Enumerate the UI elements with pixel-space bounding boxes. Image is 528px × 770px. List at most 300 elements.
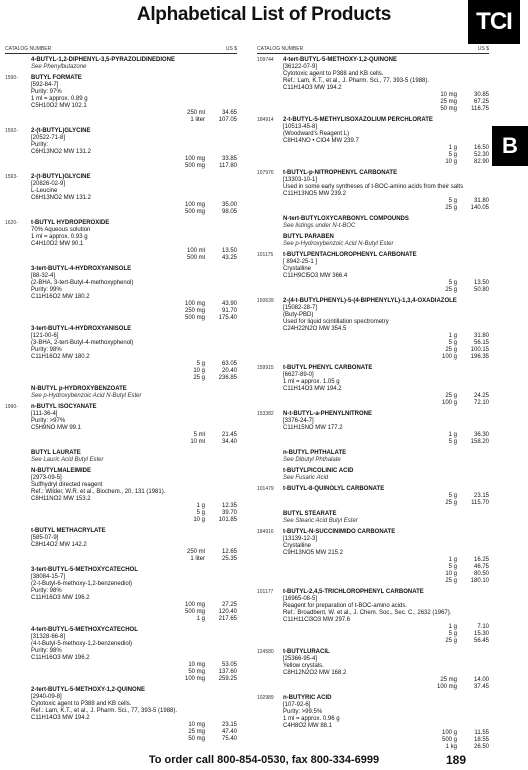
product-name: t-BUTYL METHACRYLATE: [31, 528, 106, 534]
order-footer: To order call 800-854-0530, fax 800-334-6999: [148, 754, 380, 766]
entry-body: [283, 57, 489, 113]
entry-body: [283, 411, 489, 446]
product-detail: Purity: 97%: [31, 89, 62, 95]
price: 34.40: [221, 439, 237, 445]
price-row: [31, 517, 237, 524]
catalog-number: [5, 627, 31, 683]
brand-logo: TCI: [468, 0, 520, 44]
catalog-number: [5, 266, 31, 322]
cross-reference: See p-Hydroxybenzoic Acid N-Butyl Ester: [31, 393, 142, 399]
catalog-entry: [257, 511, 489, 525]
catalog-entry: [257, 117, 489, 166]
product-detail: C11H14O3 MW 194.2: [283, 386, 342, 392]
entry-body: [283, 486, 489, 507]
product-detail: Purity: 98%: [31, 588, 62, 594]
product-name: t-BUTYL-2,4,5-TRICHLOROPHENYL CARBONATE: [283, 589, 424, 595]
price-row: [31, 432, 237, 439]
package-size: 25 g: [445, 287, 457, 293]
product-detail: Purity: >97%: [31, 418, 66, 424]
entry-body: [31, 450, 237, 464]
price-row: [31, 156, 237, 163]
price-row: [283, 287, 489, 294]
product-detail: C9H13NO5 MW 215.2: [283, 550, 344, 556]
catalog-entry: [5, 386, 237, 400]
left-column: [5, 46, 237, 747]
price: 11.55: [474, 730, 489, 736]
price: 175.40: [218, 315, 237, 321]
price: 27.25: [221, 602, 237, 608]
price-row: [283, 347, 489, 354]
price: 259.25: [218, 676, 237, 682]
package-size: 50 mg: [188, 736, 205, 742]
price-row: [31, 736, 237, 743]
catalog-entry: [5, 128, 237, 170]
price-row: [283, 624, 489, 631]
catalog-number: [5, 687, 31, 743]
product-detail: C8H14NO • ClO4 MW 239.7: [283, 138, 359, 144]
product-detail: C8H12N2O2 MW 168.2: [283, 670, 347, 676]
product-detail: [25366-95-4]: [283, 656, 318, 662]
price-row: [283, 99, 489, 106]
price-row: [283, 439, 489, 446]
product-name: 2-(4-t-BUTYLPHENYL)-5-(4-BIPHENYLYL)-1,3,4-OXADIAZOLE: [283, 298, 457, 304]
cross-reference: See listings under N-t-BOC: [283, 223, 356, 229]
product-detail: C11H9Cl5O3 MW 366.4: [283, 273, 348, 279]
price: 31.80: [473, 333, 489, 339]
entry-body: [31, 174, 237, 216]
package-size: 100 mg: [184, 602, 205, 608]
product-name: t-BUTYL-8-QUINOLYL CARBONATE: [283, 486, 385, 492]
package-size: 25 g: [193, 375, 205, 381]
price: 39.70: [221, 510, 237, 516]
entry-body: [31, 567, 237, 623]
package-size: 1 g: [448, 333, 457, 339]
catalog-entry: [5, 627, 237, 683]
price-row: [31, 669, 237, 676]
price-row: [283, 677, 489, 684]
package-size: 500 g: [441, 737, 457, 743]
product-detail: (4-t-Butyl-5-methoxy-1,2-benzenediol): [31, 641, 133, 647]
price-row: [31, 255, 237, 262]
package-size: 10 ml: [190, 439, 205, 445]
price-row: [283, 638, 489, 645]
price: 101.85: [218, 517, 237, 523]
price: 236.85: [218, 375, 237, 381]
package-size: 5 g: [448, 493, 457, 499]
package-size: 5 g: [448, 340, 457, 346]
catalog-entry: [5, 57, 237, 71]
price: 21.45: [221, 432, 237, 438]
price-row: [31, 556, 237, 563]
product-detail: C11H15NO MW 177.2: [283, 425, 343, 431]
catalog-entry: [257, 589, 489, 645]
catalog-entry: [5, 468, 237, 524]
product-name: N-BUTYLMALEIMIDE: [31, 468, 91, 474]
product-detail: C4H10O2 MW 90.1: [31, 241, 84, 247]
product-detail: C4H8O2 MW 88.1: [283, 723, 333, 729]
price: 24.25: [473, 393, 489, 399]
package-size: 25 g: [445, 205, 457, 211]
entry-body: [31, 128, 237, 170]
package-size: 5 g: [448, 152, 457, 158]
product-detail: Ref.: Wilder, W.R. et al., Biochem., 20, 131 (1981).: [31, 489, 166, 495]
product-name: BUTYL FORMATE: [31, 75, 82, 81]
catalog-number: 1590-: [5, 75, 18, 81]
entry-body: [283, 511, 489, 525]
entry-body: [283, 216, 489, 230]
entry-body: [283, 170, 489, 212]
package-size: 25 g: [445, 638, 457, 644]
entry-body: [31, 687, 237, 743]
price-row: [31, 361, 237, 368]
price: 16.50: [473, 145, 489, 151]
package-size: 100 g: [441, 354, 457, 360]
package-size: 1 kg: [445, 744, 457, 750]
package-size: 500 mg: [184, 163, 205, 169]
catalog-number: 124580: [257, 649, 274, 655]
price: 13.50: [473, 280, 489, 286]
product-name: N-t-BUTYL-a-PHENYLNITRONE: [283, 411, 372, 417]
product-detail: (2-BHA, 3-tert-Butyl-4-methoxyphenol): [31, 280, 134, 286]
package-size: 5 g: [448, 280, 457, 286]
package-size: 25 g: [445, 393, 457, 399]
product-detail: C11H16O2 MW 180.2: [31, 354, 90, 360]
product-detail: [20522-71-8]: [31, 135, 66, 141]
product-name: 2-tert-BUTYL-5-METHOXY-1,2-QUINONE: [31, 687, 146, 693]
product-detail: C11H16O2 MW 180.2: [31, 294, 90, 300]
price-row: [31, 549, 237, 556]
catalog-entry: [5, 450, 237, 464]
product-name: t-BUTYL-N-SUCCINIMIDO CARBONATE: [283, 529, 396, 535]
product-name: 3-tert-BUTYL-4-HYDROXYANISOLE: [31, 266, 132, 272]
catalog-entry: [5, 404, 237, 446]
entry-body: [31, 386, 237, 400]
package-size: 25 mg: [440, 677, 457, 683]
catalog-entry: [5, 220, 237, 262]
price: 50.80: [473, 287, 489, 293]
product-detail: [16965-08-5]: [283, 596, 318, 602]
price-row: [283, 737, 489, 744]
product-detail: C11H16O3 MW 196.2: [31, 655, 90, 661]
product-detail: Ref.: Lam, K.T., et al., J. Pharm. Sci., 77, 393-5 (1988).: [31, 708, 178, 714]
package-size: 5 g: [448, 198, 457, 204]
price-row: [283, 493, 489, 500]
product-name: t-BUTYL HYDROPEROXIDE: [31, 220, 110, 226]
product-detail: C8H11NO2 MW 153.2: [31, 496, 91, 502]
package-size: 500 mg: [184, 609, 205, 615]
catalog-number: [5, 468, 31, 524]
price-row: [31, 315, 237, 322]
price: 82.90: [473, 159, 489, 165]
catalog-entry: [5, 266, 237, 322]
price: 158.20: [470, 439, 489, 445]
product-detail: [88-32-4]: [31, 273, 56, 279]
price: 72.10: [473, 400, 489, 406]
product-detail: Crystalline: [283, 543, 312, 549]
price-row: [283, 578, 489, 585]
price: 43.25: [221, 255, 237, 261]
cross-reference: See Dibutyl Phthalate: [283, 457, 341, 463]
catalog-number: [257, 234, 283, 248]
price: 117.80: [219, 163, 237, 169]
entry-body: [31, 220, 237, 262]
product-detail: Yellow crystals.: [283, 663, 324, 669]
left-entry-list: [5, 57, 237, 743]
catalog-number: [257, 511, 283, 525]
product-name: 3-tert-BUTYL-5-METHOXYCATECHOL: [31, 567, 138, 573]
product-detail: Purity: 98%: [31, 347, 62, 353]
price: 196.35: [470, 354, 489, 360]
price-row: [31, 602, 237, 609]
price: 31.80: [473, 198, 489, 204]
catalog-number: [5, 57, 31, 71]
product-detail: 1 ml = approx. 1.05 g: [283, 379, 340, 385]
catalog-entry: [5, 528, 237, 563]
price: 56.45: [473, 638, 489, 644]
product-detail: [585-07-9]: [31, 535, 59, 541]
product-detail: [13139-12-3]: [283, 536, 318, 542]
price-row: [283, 684, 489, 691]
package-size: 10 g: [193, 368, 205, 374]
price-row: [283, 205, 489, 212]
price: 36.30: [473, 432, 489, 438]
entry-body: [31, 57, 237, 71]
catalog-entry: [5, 326, 237, 382]
price-row: [31, 375, 237, 382]
catalog-entry: [257, 170, 489, 212]
catalog-entry: [5, 687, 237, 743]
product-detail: [13303-10-1]: [283, 177, 318, 183]
catalog-number: [5, 326, 31, 382]
entry-body: [283, 298, 489, 361]
package-size: 10 mg: [188, 722, 205, 728]
price: 140.05: [470, 205, 489, 211]
price-row: [283, 340, 489, 347]
product-detail: Used in some early syntheses of t-BOC-amino acids from their salts: [283, 184, 464, 190]
price: 100.15: [470, 347, 489, 353]
product-detail: (3-BHA, 2-tert-Butyl-4-methoxyphenol): [31, 340, 134, 346]
product-detail: Ref.: Broadbent, W. et al., J. Chem. Soc., Sec. C., 2632 (1967).: [283, 610, 452, 616]
catalog-number: 101175: [257, 252, 274, 258]
product-name: 3-tert-BUTYL-4-HYDROXYANISOLE: [31, 326, 132, 332]
product-detail: C6H13NO2 MW 131.2: [31, 195, 92, 201]
price-row: [283, 744, 489, 751]
package-size: 1 g: [196, 616, 205, 622]
price: 43.90: [221, 301, 237, 307]
package-size: 100 g: [441, 400, 457, 406]
catalog-number: [5, 528, 31, 563]
price-row: [31, 439, 237, 446]
price-row: [283, 354, 489, 361]
catalog-entry: [257, 450, 489, 464]
price-row: [31, 722, 237, 729]
package-size: 1 g: [448, 145, 457, 151]
package-size: 500 ml: [186, 255, 205, 261]
entry-body: [283, 365, 489, 407]
entry-body: [283, 649, 489, 691]
catalog-entry: [257, 252, 489, 294]
catalog-entry: [5, 174, 237, 216]
right-column-head: [257, 46, 489, 54]
product-detail: C11H14O3 MW 194.2: [283, 85, 342, 91]
price-row: [283, 333, 489, 340]
entry-body: [283, 234, 489, 248]
product-name: N-tert-BUTYLOXYCARBONYL COMPOUNDS: [283, 216, 409, 222]
price-row: [283, 198, 489, 205]
product-name: t-BUTYLPENTACHLOROPHENYL CARBONATE: [283, 252, 417, 258]
package-size: 100 g: [441, 730, 457, 736]
product-detail: [ 8942-25-1 ]: [283, 259, 318, 265]
right-entry-list: [257, 57, 489, 751]
catalog-entry: [5, 567, 237, 623]
catalog-number: 1990-: [5, 404, 18, 410]
package-size: 10 g: [193, 517, 205, 523]
catalog-number: 107976: [257, 170, 274, 176]
package-size: 10 g: [445, 571, 457, 577]
package-size: 50 mg: [188, 669, 205, 675]
product-detail: C11H14O3 MW 194.2: [31, 715, 90, 721]
product-name: t-BUTYLPICOLINIC ACID: [283, 468, 354, 474]
package-size: 5 g: [196, 361, 205, 367]
price: 56.15: [473, 340, 489, 346]
package-size: 100 mg: [184, 301, 205, 307]
product-detail: C11H16O3 MW 196.2: [31, 595, 90, 601]
product-detail: C5H10O2 MW 102.1: [31, 103, 87, 109]
product-detail: [121-00-6]: [31, 333, 59, 339]
package-size: 1 g: [196, 503, 205, 509]
catalog-entry: [257, 57, 489, 113]
entry-body: [283, 589, 489, 645]
page-number: 189: [445, 753, 466, 767]
catalog-entry: [257, 529, 489, 585]
catalog-entry: [257, 298, 489, 361]
product-name: 4-tert-BUTYL-5-METHOXYCATECHOL: [31, 627, 138, 633]
price: 37.45: [473, 684, 489, 690]
package-size: 5 ml: [193, 432, 205, 438]
package-size: 5 g: [196, 510, 205, 516]
price: 107.05: [218, 117, 237, 123]
package-size: 5 g: [448, 439, 457, 445]
catalog-number: 184916: [257, 529, 274, 535]
package-size: 100 ml: [186, 248, 205, 254]
catalog-number: [257, 450, 283, 464]
catalog-number: 1620-: [5, 220, 18, 226]
package-size: 50 mg: [440, 106, 457, 112]
price: 20.40: [221, 368, 237, 374]
catalog-number: 159915: [257, 365, 274, 371]
price-row: [31, 368, 237, 375]
price-row: [31, 676, 237, 683]
package-size: 10 mg: [440, 92, 457, 98]
product-detail: C6H13NO2 MW 131.2: [31, 149, 92, 155]
package-size: 5 g: [448, 631, 457, 637]
page-title: Alphabetical List of Products: [136, 4, 392, 25]
product-name: N-BUTYL p-HYDROXYBENZOATE: [31, 386, 127, 392]
price-row: [31, 662, 237, 669]
package-size: 10 g: [445, 159, 457, 165]
product-name: 2-(t-BUTYL)GLYCINE: [31, 128, 91, 134]
price-row: [31, 609, 237, 616]
catalog-entry: [257, 468, 489, 482]
product-name: BUTYL STEARATE: [283, 511, 337, 517]
price-row: [31, 202, 237, 209]
product-detail: [3376-24-7]: [283, 418, 314, 424]
price-row: [283, 152, 489, 159]
catalog-number: 150639: [257, 298, 274, 304]
index-tab: B: [492, 126, 528, 166]
right-column: [257, 46, 489, 755]
package-size: 500 mg: [184, 315, 205, 321]
price-row: [31, 510, 237, 517]
price: 12.65: [221, 549, 237, 555]
package-size: 250 ml: [186, 110, 205, 116]
product-detail: 70% Aqueous solution: [31, 227, 91, 233]
product-name: 4-BUTYL-1,2-DIPHENYL-3,5-PYRAZOLIDINEDIONE: [31, 57, 176, 63]
catalog-number: 109744: [257, 57, 274, 63]
catalog-entry: [257, 695, 489, 751]
product-detail: [2940-09-8]: [31, 694, 62, 700]
price-row: [283, 145, 489, 152]
price: 52.30: [473, 152, 489, 158]
cross-reference: See Fusaric Acid: [283, 475, 329, 481]
price: 13.50: [221, 248, 237, 254]
product-name: BUTYL LAURATE: [31, 450, 81, 456]
product-detail: [111-36-4]: [31, 411, 58, 417]
package-size: 250 mg: [184, 308, 205, 314]
cross-reference: See Stearic Acid Butyl Ester: [283, 518, 358, 524]
package-size: 100 mg: [436, 684, 457, 690]
entry-body: [283, 117, 489, 166]
product-detail: [31328-66-8]: [31, 634, 66, 640]
product-detail: Purity: >99.5%: [283, 709, 323, 715]
product-detail: [38084-15-7]: [31, 574, 66, 580]
catalog-entry: [257, 486, 489, 507]
price-row: [283, 500, 489, 507]
package-size: 1 g: [448, 432, 457, 438]
product-detail: [36122-07-9]: [283, 64, 318, 70]
price: 33.85: [221, 156, 237, 162]
price-row: [31, 616, 237, 623]
price: 120.40: [218, 609, 237, 615]
product-detail: 1 ml = approx. 0.96 g: [283, 716, 340, 722]
product-name: 4-tert-BUTYL-5-METHOXY-1,2-QUINONE: [283, 57, 398, 63]
price: 80.50: [473, 571, 489, 577]
price: 116.75: [471, 106, 489, 112]
price: 75.40: [221, 736, 237, 742]
package-size: 1 g: [448, 557, 457, 563]
product-name: n-BUTYL PHTHALATE: [283, 450, 347, 456]
entry-body: [283, 252, 489, 294]
entry-body: [31, 404, 237, 446]
price: 23.15: [221, 722, 237, 728]
price-row: [283, 159, 489, 166]
product-name: BUTYL PARABEN: [283, 234, 334, 240]
entry-body: [31, 528, 237, 563]
catalog-entry: [257, 365, 489, 407]
left-column-head-price: US $: [225, 46, 237, 52]
price: 15.30: [473, 631, 489, 637]
entry-body: [31, 468, 237, 524]
price-row: [31, 729, 237, 736]
entry-body: [283, 529, 489, 585]
price: 46.75: [473, 564, 489, 570]
price: 53.05: [221, 662, 237, 668]
package-size: 100 mg: [184, 676, 205, 682]
catalog-entry: [257, 649, 489, 691]
package-size: 500 mg: [184, 209, 205, 215]
price: 217.65: [218, 616, 237, 622]
price: 30.85: [473, 92, 489, 98]
